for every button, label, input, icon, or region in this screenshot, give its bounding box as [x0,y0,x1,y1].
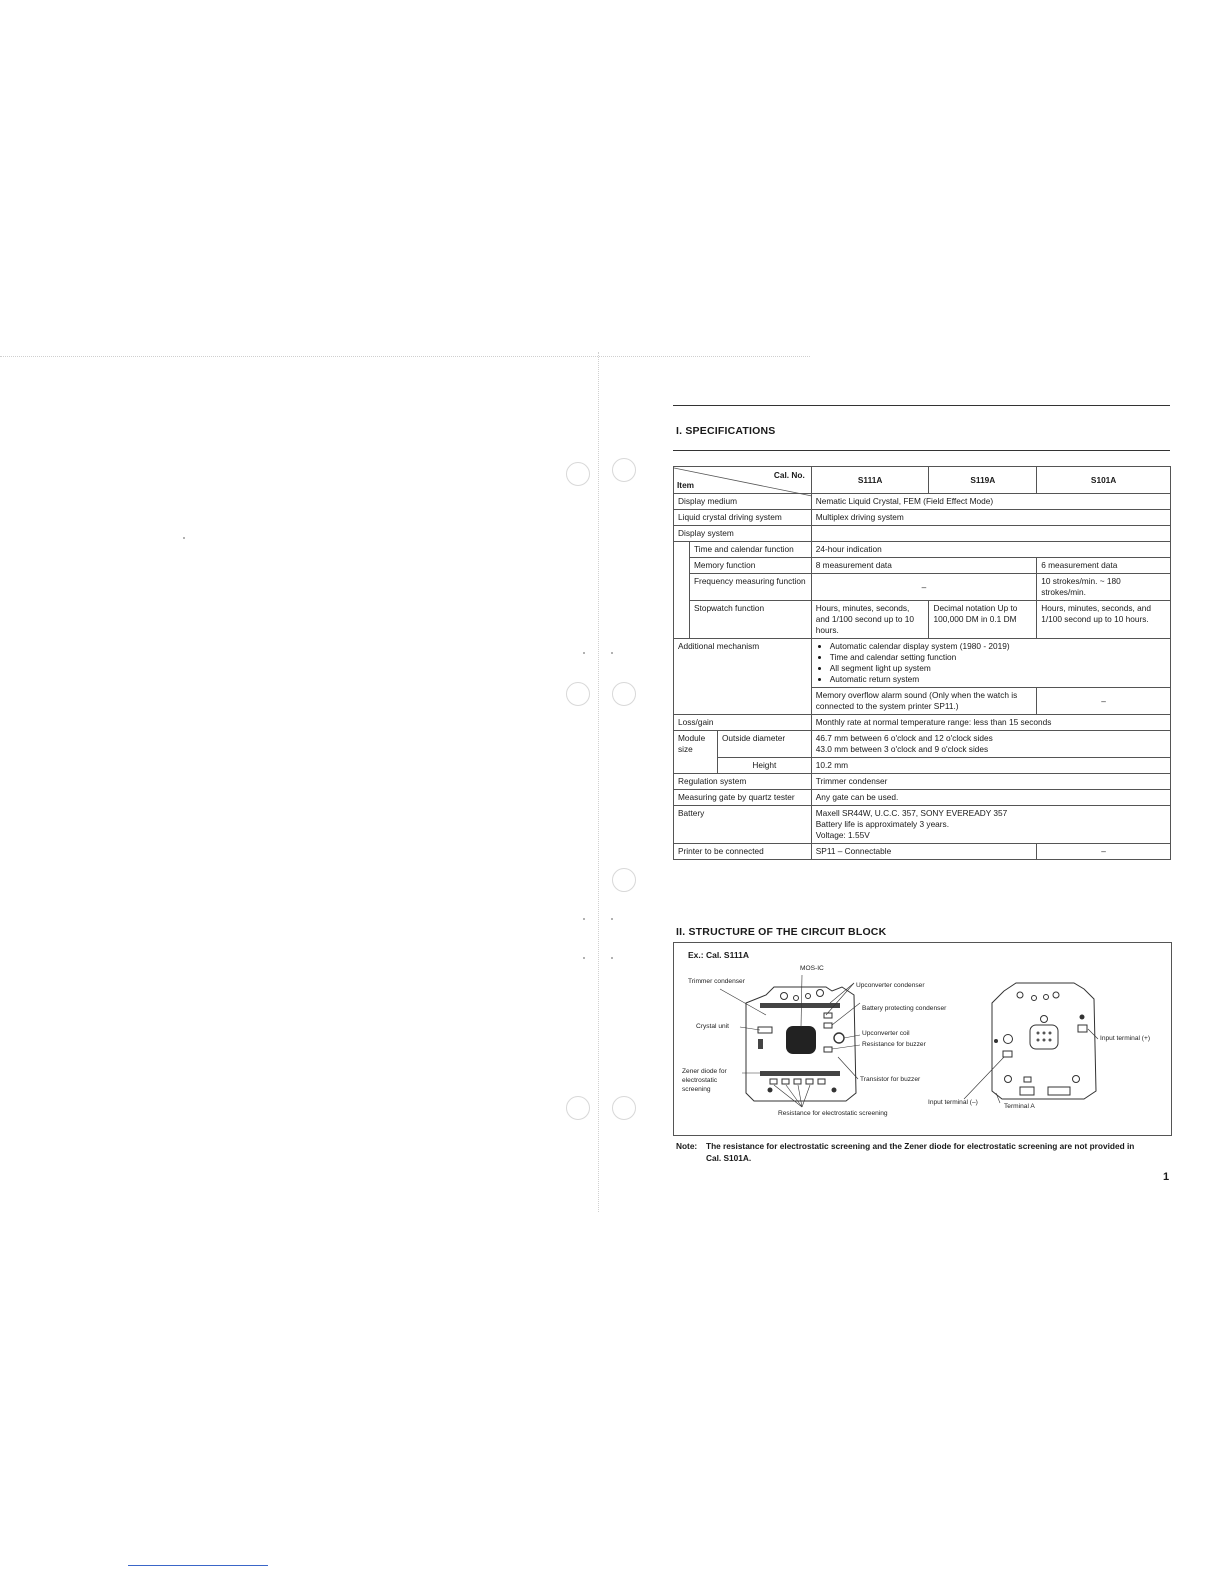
label-zener-diode: screening [682,1086,711,1093]
punch-hole [566,682,590,706]
table-row [674,526,1171,542]
bottom-rule [128,1565,268,1566]
label-input-terminal-minus: Input terminal (–) [928,1099,978,1106]
label-upconverter-coil: Upconverter coil [862,1030,910,1037]
note-label: Note: [676,1141,698,1151]
row-value [811,806,1170,844]
row-value-s101a: Hours, minutes, seconds, and 1/100 second up to 10 hours. [1037,601,1171,639]
row-label: Time and calendar function [689,542,811,558]
row-value-s119a: Decimal notation Up to 100,000 DM in 0.1 DM [929,601,1037,639]
model-header-s101a: S101A [1037,467,1171,494]
outside-diameter-line: 46.7 mm between 6 o'clock and 12 o'clock sides [815,733,993,743]
row-label: Battery [674,806,812,844]
list-item: • Automatic return system [830,674,1166,685]
label-zener-diode: Zener diode for [682,1068,727,1075]
row-label: Frequency measuring function [689,574,811,601]
page-number: 1 [1163,1171,1170,1183]
list-item: • Time and calendar setting function [830,652,1166,663]
model-header-s119a: S119A [929,467,1037,494]
label-trimmer-condenser: Trimmer condenser [688,978,745,985]
scan-speck [583,918,585,920]
label-upconverter-condenser: Upconverter condenser [856,982,925,989]
punch-hole [566,462,590,486]
row-value: 10.2 mm [811,758,1170,774]
table-row [674,774,1171,790]
row-value: 24-hour indication [811,542,1170,558]
battery-line: Voltage: 1.55V [815,830,870,840]
battery-line: Maxell SR44W, U.C.C. 357, SONY EVEREADY 357 [815,808,1008,818]
row-value-list [811,639,1170,688]
section-rule [673,450,1170,451]
section-title-specifications: I. SPECIFICATIONS [676,425,776,437]
note [676,1140,1172,1164]
row-label: Display system [674,526,812,542]
row-value: – [1037,844,1171,860]
list-item: • All segment light up system [830,663,1166,674]
scan-speck [583,652,585,654]
row-value: 8 measurement data [811,558,1036,574]
model-header-s111a: S111A [811,467,929,494]
section-rule [673,405,1170,406]
punch-hole [612,1096,636,1120]
table-row [674,639,1171,688]
row-value [811,731,1170,758]
row-value: 10 strokes/min. ~ 180 strokes/min. [1037,574,1171,601]
scan-edge-line [0,356,810,357]
page-fold-line [598,352,599,1212]
label-terminal-a: Terminal A [1004,1103,1035,1110]
specifications-table [673,466,1171,860]
label-battery-protecting-condenser: Battery protecting condenser [862,1005,947,1012]
scan-speck [183,537,185,539]
example-label: Ex.: Cal. S111A [688,950,749,960]
row-value: Nematic Liquid Crystal, FEM (Field Effect Mode) [811,494,1170,510]
row-value-s111a: Hours, minutes, seconds, and 1/100 second up to 10 hours. [811,601,929,639]
outside-diameter-line: 43.0 mm between 3 o'clock and 9 o'clock sides [815,744,989,754]
row-value-empty [811,526,1170,542]
row-sublabel: Outside diameter [717,731,811,758]
scan-speck [611,918,613,920]
row-value: – [811,574,1036,601]
indent-cell [674,542,690,639]
row-label: Printer to be connected [674,844,812,860]
table-row [674,790,1171,806]
additional-mechanism-list [816,641,1166,685]
table-header-row [674,467,1171,494]
row-sublabel: Height [717,758,811,774]
row-label: Measuring gate by quartz tester [674,790,812,806]
circuit-drawing [674,943,1171,1135]
punch-hole [612,458,636,482]
row-value: 6 measurement data [1037,558,1171,574]
label-resistance-buzzer: Resistance for buzzer [862,1041,926,1048]
table-row [674,510,1171,526]
label-input-terminal-plus: Input terminal (+) [1100,1035,1151,1042]
row-label: Liquid crystal driving system [674,510,812,526]
table-row [674,731,1171,758]
row-value: Trimmer condenser [811,774,1170,790]
scan-speck [611,957,613,959]
row-value: Any gate can be used. [811,790,1170,806]
label-mos-ic: MOS-IC [800,965,824,972]
punch-hole [566,1096,590,1120]
punch-hole [612,682,636,706]
row-value: Multiplex driving system [811,510,1170,526]
punch-hole [612,868,636,892]
label-crystal-unit: Crystal unit [696,1023,729,1030]
table-row [674,558,1171,574]
scan-speck [611,652,613,654]
list-item: • Automatic calendar display system (1980 - 2019) [830,641,1166,652]
table-row [674,844,1171,860]
row-label: Module size [674,731,718,774]
table-row [674,715,1171,731]
scan-speck [583,957,585,959]
label-resistance-electrostatic: Resistance for electrostatic screening [778,1110,888,1117]
table-row [674,758,1171,774]
circuit-block-figure [673,942,1172,1136]
note-text-continued: Cal. S101A. [706,1153,752,1163]
label-zener-diode: electrostatic [682,1077,718,1084]
row-label: Loss/gain [674,715,812,731]
row-value: Memory overflow alarm sound (Only when the watch is connected to the system printer SP11.) [811,688,1036,715]
table-row [674,542,1171,558]
row-value: Monthly rate at normal temperature range: less than 15 seconds [811,715,1170,731]
table-row [674,601,1171,639]
header-item: Item [677,480,695,490]
battery-line: Battery life is approximately 3 years. [815,819,950,829]
section-title-circuit: II. STRUCTURE OF THE CIRCUIT BLOCK [676,926,887,938]
header-corner-cell [674,467,812,494]
row-label: Stopwatch function [689,601,811,639]
table-row [674,574,1171,601]
label-transistor-buzzer: Transistor for buzzer [860,1076,921,1083]
row-value: – [1037,688,1171,715]
row-label: Display medium [674,494,812,510]
row-label: Regulation system [674,774,812,790]
note-text: The resistance for electrostatic screening and the Zener diode for electrostatic screening are not provided in [706,1141,1135,1151]
header-cal-no: Cal. No. [773,470,805,480]
table-row [674,806,1171,844]
row-label: Memory function [689,558,811,574]
row-label: Additional mechanism [674,639,812,715]
row-value: SP11 – Connectable [811,844,1036,860]
